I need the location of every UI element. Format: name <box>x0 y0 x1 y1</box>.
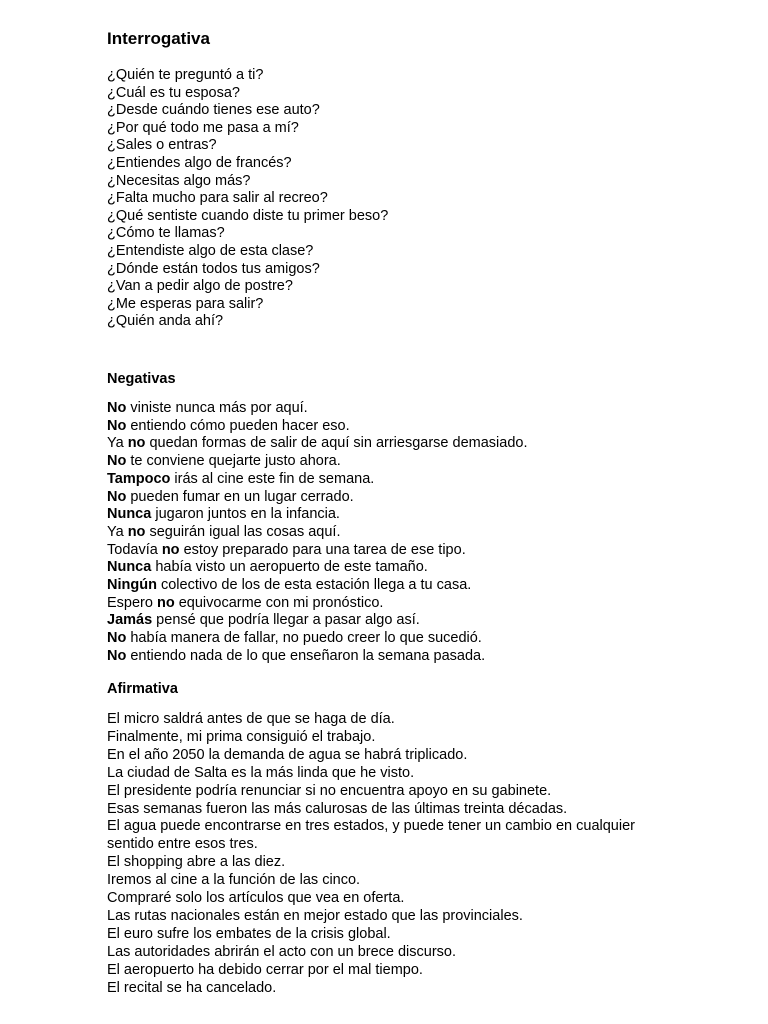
negation-keyword: No <box>107 488 127 505</box>
afirmativa-line: sentido entre esos tres. <box>107 836 258 853</box>
interrogativa-line: ¿Por qué todo me pasa a mí? <box>107 119 299 136</box>
negation-keyword: Tampoco <box>107 470 171 487</box>
negation-keyword: No <box>107 417 127 434</box>
interrogativa-line: ¿Quién te preguntó a ti? <box>107 67 264 83</box>
afirmativa-line: Iremos al cine a la función de las cinco. <box>107 872 361 889</box>
negation-keyword: Ningún <box>107 577 157 594</box>
line-rest: quedan formas de salir de aquí sin arriesgarse demasiado. <box>145 435 528 452</box>
line-rest: te conviene quejarte justo ahora. <box>126 453 341 470</box>
line-rest: entiendo cómo pueden hacer eso. <box>126 417 350 434</box>
interrogativa-line: ¿Dónde están todos tus amigos? <box>107 260 320 277</box>
afirmativa-line: En el año 2050 la demanda de agua se habrá triplicado. <box>107 746 468 763</box>
line-prefix: Espero <box>107 594 157 611</box>
negativas-line <box>107 648 527 666</box>
afirmativa-line: El recital se ha cancelado. <box>107 979 277 996</box>
afirmativa-line: Esas semanas fueron las más calurosas de las últimas treinta décadas. <box>107 800 568 817</box>
negation-keyword: no <box>156 594 175 611</box>
negativas-line <box>107 506 527 524</box>
negativas-line <box>107 471 527 489</box>
line-rest: pensé que podría llegar a pasar algo así. <box>152 612 420 629</box>
afirmativa-line: El euro sufre los embates de la crisis global. <box>107 925 391 942</box>
afirmativa-line: El agua puede encontrarse en tres estados, y puede tener un cambio en cualquier <box>107 818 635 835</box>
interrogativa-line: ¿Me esperas para salir? <box>107 295 264 312</box>
negativas-heading: Negativas <box>107 371 176 387</box>
line-rest: seguirán igual las cosas aquí. <box>145 523 341 540</box>
negativas-line <box>107 595 527 613</box>
afirmativa-line: Compraré solo los artículos que vea en oferta. <box>107 890 405 907</box>
afirmativa-section <box>107 680 635 998</box>
interrogativa-section <box>107 29 388 331</box>
interrogativa-line: ¿Sales o entras? <box>107 137 217 154</box>
negativas-line <box>107 453 527 471</box>
line-prefix: Ya <box>107 435 128 452</box>
negation-keyword: Jamás <box>107 612 153 629</box>
negativas-section <box>107 370 527 666</box>
negativas-line <box>107 542 527 560</box>
negativas-line <box>107 400 527 418</box>
interrogativa-list <box>107 67 388 331</box>
interrogativa-line: ¿Cómo te llamas? <box>107 225 225 242</box>
negativas-line <box>107 489 527 507</box>
negation-keyword: Nunca <box>107 559 152 576</box>
interrogativa-line: ¿Qué sentiste cuando diste tu primer beso? <box>107 207 389 224</box>
line-rest: irás al cine este fin de semana. <box>170 470 375 487</box>
afirmativa-line: Finalmente, mi prima consiguió el trabajo. <box>107 728 376 745</box>
negativas-line <box>107 435 527 453</box>
afirmativa-line: El micro saldrá antes de que se haga de día. <box>107 711 395 727</box>
interrogativa-line: ¿Falta mucho para salir al recreo? <box>107 190 328 207</box>
afirmativa-line: Las autoridades abrirán el acto con un brece discurso. <box>107 943 457 960</box>
interrogativa-line: ¿Desde cuándo tienes ese auto? <box>107 102 320 119</box>
line-rest: estoy preparado para una tarea de ese tipo. <box>179 541 466 558</box>
negativas-line <box>107 418 527 436</box>
negativas-line <box>107 577 527 595</box>
negation-keyword: no <box>161 541 180 558</box>
afirmativa-line: Las rutas nacionales están en mejor estado que las provinciales. <box>107 907 523 924</box>
afirmativa-heading: Afirmativa <box>107 681 178 697</box>
interrogativa-heading: Interrogativa <box>107 29 210 48</box>
line-rest: pueden fumar en un lugar cerrado. <box>126 488 354 505</box>
negation-keyword: Nunca <box>107 506 152 523</box>
negativas-line <box>107 630 527 648</box>
interrogativa-line: ¿Quién anda ahí? <box>107 313 224 330</box>
line-rest: había visto un aeropuerto de este tamaño. <box>151 559 428 576</box>
negation-keyword: No <box>107 453 127 470</box>
interrogativa-line: ¿Necesitas algo más? <box>107 172 251 189</box>
line-rest: entiendo nada de lo que enseñaron la semana pasada. <box>126 647 486 664</box>
negation-keyword: No <box>107 630 127 647</box>
afirmativa-line: El presidente podría renunciar si no encuentra apoyo en su gabinete. <box>107 782 552 799</box>
line-rest: había manera de fallar, no puedo creer lo que sucedió. <box>126 630 482 647</box>
line-rest: colectivo de los de esta estación llega a tu casa. <box>156 577 472 594</box>
negation-keyword: No <box>107 647 127 664</box>
line-rest: equivocarme con mi pronóstico. <box>174 594 384 611</box>
afirmativa-line: El aeropuerto ha debido cerrar por el mal tiempo. <box>107 961 423 978</box>
afirmativa-line: La ciudad de Salta es la más linda que he visto. <box>107 764 415 781</box>
afirmativa-list <box>107 711 635 998</box>
negation-keyword: no <box>127 523 146 540</box>
interrogativa-line: ¿Van a pedir algo de postre? <box>107 278 293 295</box>
line-prefix: Ya <box>107 523 128 540</box>
interrogativa-line: ¿Entiendes algo de francés? <box>107 154 292 171</box>
line-rest: viniste nunca más por aquí. <box>126 400 308 416</box>
interrogativa-line: ¿Cuál es tu esposa? <box>107 84 240 101</box>
negation-keyword: No <box>107 400 127 416</box>
interrogativa-line: ¿Entendiste algo de esta clase? <box>107 242 314 259</box>
line-prefix: Todavía <box>107 541 162 558</box>
negativas-line <box>107 612 527 630</box>
negation-keyword: no <box>127 435 146 452</box>
line-rest: jugaron juntos en la infancia. <box>151 506 340 523</box>
negativas-line <box>107 559 527 577</box>
afirmativa-line: El shopping abre a las diez. <box>107 854 286 871</box>
negativas-line <box>107 524 527 542</box>
negativas-list <box>107 400 527 666</box>
